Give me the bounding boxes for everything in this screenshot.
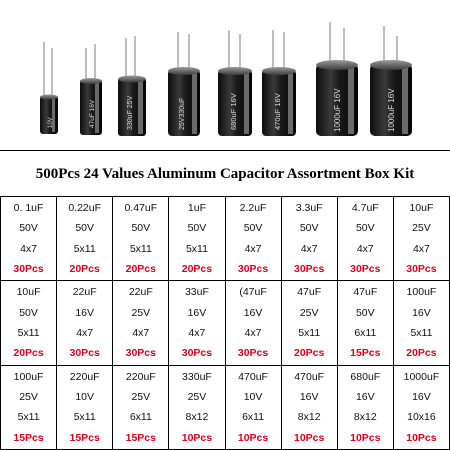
capacitance-label: 3.3uF — [295, 202, 323, 215]
value-cell — [281, 197, 337, 281]
quantity-label: 30Pcs — [237, 262, 269, 275]
value-cell — [57, 281, 113, 365]
value-cell — [337, 197, 393, 281]
voltage-label: 10V — [243, 391, 263, 404]
voltage-label: 25V — [131, 391, 151, 404]
capacitance-label: 1uF — [187, 202, 206, 215]
value-cell — [337, 365, 393, 449]
size-label: 5x11 — [410, 326, 433, 339]
value-cell — [393, 281, 449, 365]
capacitance-label: 4.7uF — [351, 202, 379, 215]
size-label: 6x11 — [129, 411, 152, 424]
size-label: 4x7 — [132, 326, 150, 339]
value-cell — [225, 197, 281, 281]
voltage-label: 50V — [299, 222, 319, 235]
value-cell — [393, 365, 449, 449]
quantity-label: 20Pcs — [125, 262, 156, 275]
size-label: 4x7 — [20, 242, 38, 255]
quantity-label: 15Pcs — [350, 347, 381, 360]
size-label: 4x7 — [356, 242, 374, 255]
voltage-label: 16V — [187, 306, 207, 319]
size-label: 5x11 — [298, 326, 321, 339]
capacitance-label: 470uF — [238, 370, 268, 383]
quantity-label: 30Pcs — [181, 347, 213, 360]
voltage-label: 25V — [299, 306, 319, 319]
voltage-label: 25V — [412, 222, 431, 235]
capacitor-5 — [218, 30, 252, 136]
capacitance-label: 10uF — [409, 202, 434, 215]
value-cell — [281, 281, 337, 365]
size-label: 8x12 — [353, 411, 377, 424]
voltage-label: 50V — [75, 222, 95, 235]
capacitance-label: 47uF — [297, 286, 322, 299]
quantity-label: 15Pcs — [13, 431, 44, 444]
capacitance-label: 100uF — [13, 370, 44, 383]
capacitor-6 — [262, 30, 296, 136]
quantity-label: 10Pcs — [181, 431, 213, 444]
voltage-label: 16V — [412, 306, 431, 319]
value-cell — [1, 365, 57, 449]
voltage-label: 50V — [243, 222, 263, 235]
quantity-label: 30Pcs — [237, 347, 269, 360]
size-label: 5x11 — [17, 326, 40, 339]
capacitor-2 — [80, 44, 102, 135]
quantity-label: 20Pcs — [181, 262, 213, 275]
voltage-label: 16V — [243, 306, 263, 319]
capacitor-3 — [118, 36, 146, 136]
kit-title: 500Pcs 24 Values Aluminum Capacitor Assortment Box Kit — [0, 150, 450, 198]
voltage-label: 50V — [187, 222, 207, 235]
capacitance-label: 680uF — [350, 370, 381, 383]
capacitance-label: 470uF — [294, 370, 325, 383]
size-label: 4x7 — [188, 326, 206, 339]
size-label: 5x11 — [17, 411, 40, 424]
size-label: 6x11 — [242, 411, 265, 424]
quantity-label: 20Pcs — [69, 262, 100, 275]
capacitor-4 — [168, 32, 200, 136]
quantity-label: 20Pcs — [294, 347, 325, 360]
voltage-label: 50V — [19, 306, 38, 319]
quantity-label: 10Pcs — [406, 431, 437, 444]
value-cell — [1, 197, 57, 281]
table-row — [1, 365, 450, 449]
table-row — [1, 197, 450, 281]
value-cell — [113, 365, 169, 449]
capacitor-8-label: 1000uF 16V — [387, 88, 396, 132]
voltage-label: 16V — [299, 391, 319, 404]
value-cell — [169, 197, 225, 281]
capacitance-label: 10uF — [16, 286, 41, 299]
capacitance-label: 220uF — [69, 370, 100, 383]
voltage-label: 25V — [131, 306, 151, 319]
value-cell — [57, 365, 113, 449]
quantity-label: 30Pcs — [125, 347, 156, 360]
capacitance-label: 330uF — [182, 370, 212, 383]
voltage-label: 16V — [355, 391, 375, 404]
quantity-label: 10Pcs — [294, 431, 325, 444]
capacitance-label: 220uF — [125, 370, 156, 383]
capacitance-label: 1000uF — [403, 370, 440, 383]
quantity-label: 30Pcs — [294, 262, 325, 275]
capacitor-7-label: 1000uF 16V — [333, 88, 342, 132]
capacitance-label: 33uF — [184, 286, 209, 299]
size-label: 6x11 — [354, 326, 377, 339]
value-cell — [1, 281, 57, 365]
capacitor-7 — [316, 22, 358, 136]
value-cell — [113, 281, 169, 365]
capacitor-1-label: 10V — [48, 117, 54, 128]
size-label: 5x11 — [73, 242, 96, 255]
size-label: 8x12 — [185, 411, 209, 424]
size-label: 4x7 — [412, 242, 430, 255]
voltage-label: 50V — [131, 222, 151, 235]
quantity-label: 15Pcs — [69, 431, 100, 444]
capacitor-3-label: 330uF 25V — [127, 95, 134, 130]
capacitance-label: 100uF — [406, 286, 437, 299]
voltage-label: 50V — [19, 222, 38, 235]
capacitance-label: 0.22uF — [68, 202, 102, 215]
capacitor-4-label: 25V330uF — [179, 97, 186, 130]
quantity-label: 20Pcs — [13, 347, 44, 360]
value-cell — [337, 281, 393, 365]
table-row — [1, 281, 450, 365]
capacitor-6-label: 470uF 16V — [273, 93, 282, 130]
capacitance-label: 0. 1uF — [13, 202, 44, 215]
capacitor-5-label: 680uF 16V — [229, 93, 238, 130]
voltage-label: 10V — [75, 391, 95, 404]
capacitance-label: (47uF — [239, 286, 267, 299]
capacitance-label: 0.47uF — [124, 202, 158, 215]
size-label: 4x7 — [244, 326, 262, 339]
quantity-label: 10Pcs — [237, 431, 269, 444]
voltage-label: 16V — [412, 391, 431, 404]
value-cell — [393, 197, 449, 281]
size-label: 4x7 — [300, 242, 318, 255]
size-label: 4x7 — [76, 326, 94, 339]
value-cell — [169, 365, 225, 449]
voltage-label: 25V — [187, 391, 207, 404]
capacitor-8 — [370, 26, 412, 136]
capacitance-label: 22uF — [72, 286, 97, 299]
voltage-label: 16V — [75, 306, 95, 319]
voltage-label: 50V — [355, 306, 375, 319]
capacitance-label: 2.2uF — [239, 202, 267, 215]
voltage-label: 25V — [19, 391, 38, 404]
value-cell — [113, 197, 169, 281]
quantity-label: 30Pcs — [350, 262, 381, 275]
value-cell — [281, 365, 337, 449]
quantity-label: 15Pcs — [125, 431, 156, 444]
value-cell — [57, 197, 113, 281]
quantity-label: 30Pcs — [406, 262, 437, 275]
value-cell — [169, 281, 225, 365]
capacitors-photo — [0, 0, 450, 150]
capacitance-label: 47uF — [353, 286, 378, 299]
value-cell — [225, 281, 281, 365]
capacitance-label: 22uF — [128, 286, 153, 299]
size-label: 10x16 — [407, 411, 436, 424]
voltage-label: 50V — [355, 222, 375, 235]
quantity-label: 30Pcs — [13, 262, 44, 275]
capacitor-2-label: 47uF 16V — [89, 99, 96, 128]
size-label: 5x11 — [73, 411, 96, 424]
size-label: 5x11 — [185, 242, 208, 255]
capacitor-1 — [40, 42, 58, 134]
quantity-label: 20Pcs — [406, 347, 437, 360]
size-label: 4x7 — [244, 242, 262, 255]
size-label: 5x11 — [129, 242, 152, 255]
capacitor-values-table — [0, 196, 450, 450]
size-label: 8x12 — [297, 411, 321, 424]
value-cell — [225, 365, 281, 449]
quantity-label: 30Pcs — [69, 347, 100, 360]
quantity-label: 10Pcs — [350, 431, 381, 444]
